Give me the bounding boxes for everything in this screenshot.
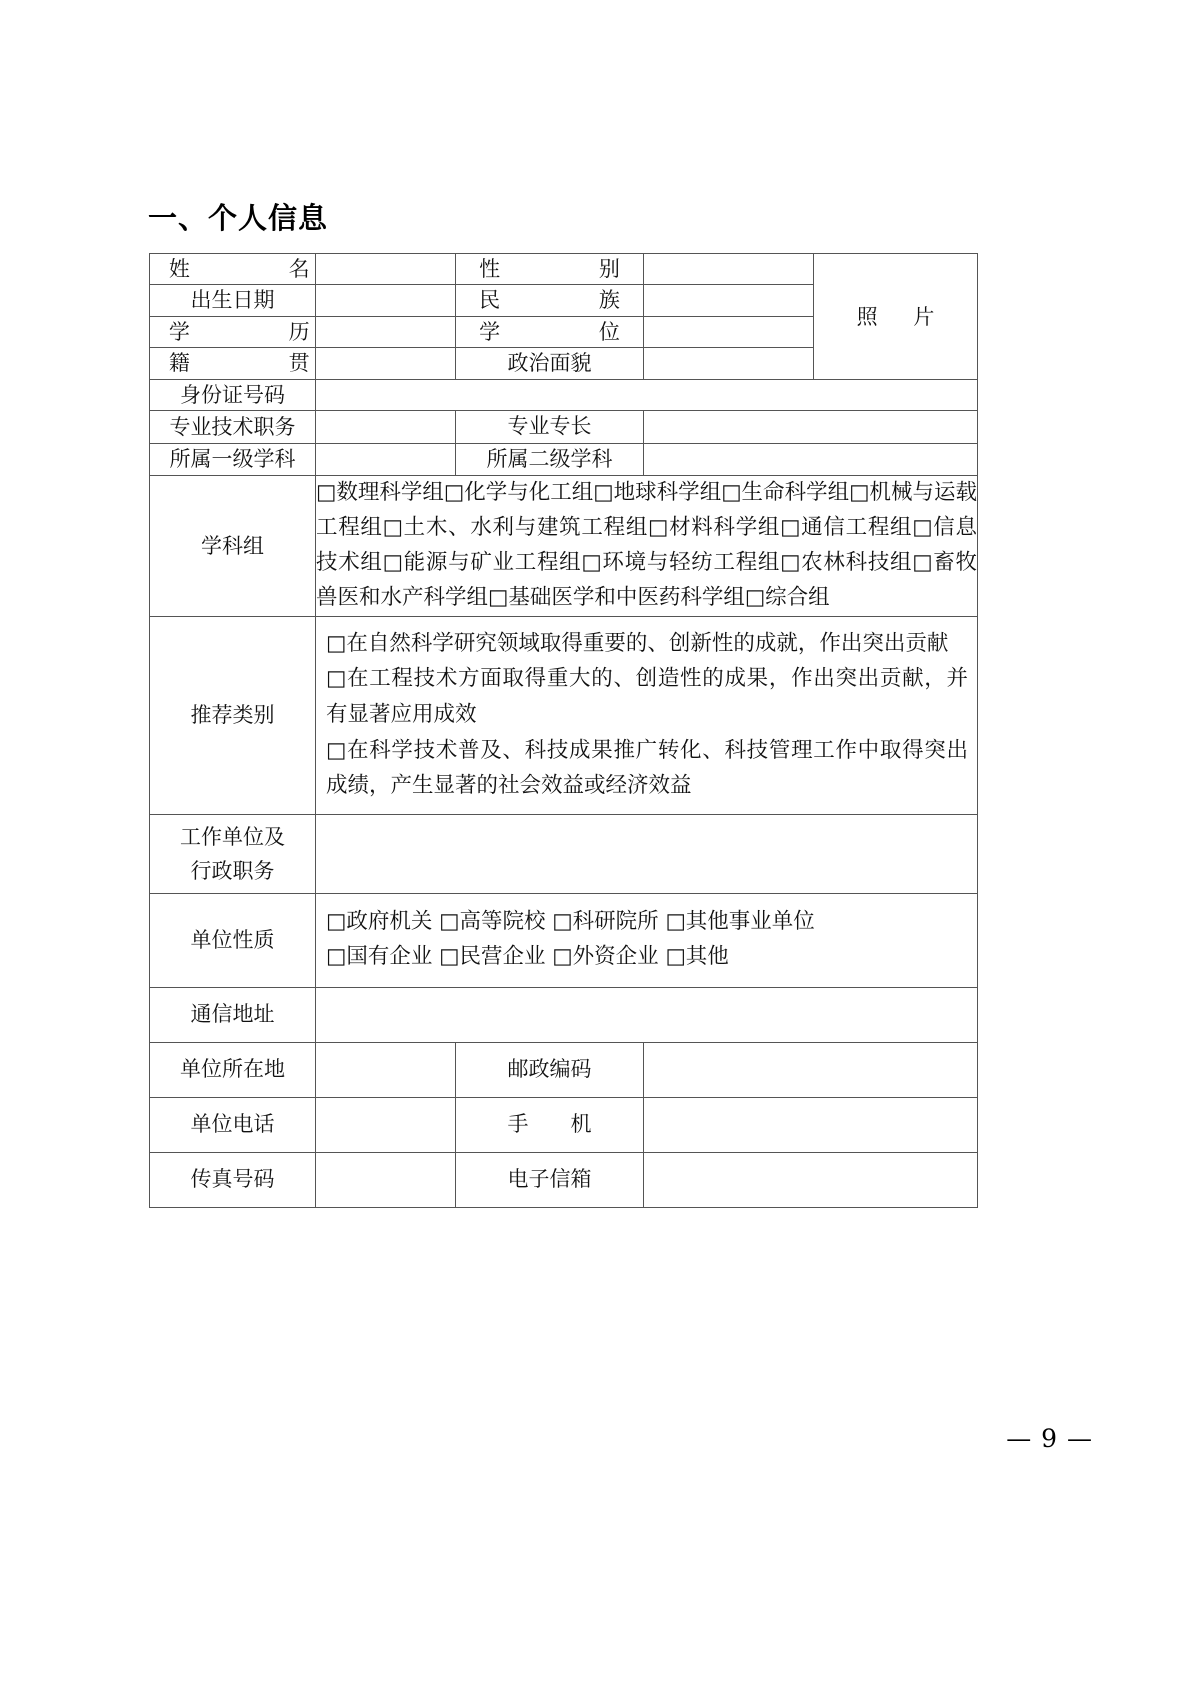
label-email: 电子信箱 [456, 1152, 644, 1207]
label-birth-date: 出生日期 [150, 285, 316, 316]
label-education: 学 历 [150, 316, 316, 347]
field-unit-location[interactable] [316, 1042, 456, 1097]
unit-nature-line-1[interactable]: □政府机关 □高等院校 □科研院所 □其他事业单位 [326, 908, 815, 934]
table-row [150, 893, 978, 987]
field-degree[interactable] [644, 316, 814, 347]
recommend-option-natural-science[interactable]: □在自然科学研究领域取得重要的、创新性的成就，作出突出贡献 [326, 630, 949, 656]
field-native-place[interactable] [316, 348, 456, 379]
label-recommend-category: 推荐类别 [150, 616, 316, 814]
label-unit-location: 单位所在地 [150, 1042, 316, 1097]
table-row [150, 443, 978, 476]
field-fax[interactable] [316, 1152, 456, 1207]
label-tech-post: 专业技术职务 [150, 411, 316, 444]
table-row [150, 476, 978, 616]
label-mail-address: 通信地址 [150, 987, 316, 1042]
field-postcode[interactable] [644, 1042, 978, 1097]
unit-nature-checkbox-list[interactable] [316, 893, 978, 987]
label-discipline-group: 学科组 [150, 476, 316, 616]
label-native-place: 籍 贯 [150, 348, 316, 379]
photo-placeholder[interactable]: 照 片 [814, 254, 978, 380]
field-political-status[interactable] [644, 348, 814, 379]
field-mail-address[interactable] [316, 987, 978, 1042]
table-row [150, 987, 978, 1042]
table-row [150, 616, 978, 814]
label-work-unit [150, 814, 316, 893]
field-specialty[interactable] [644, 411, 978, 444]
table-row [150, 411, 978, 444]
table-row [150, 1152, 978, 1207]
label-gender: 性 别 [456, 254, 644, 285]
field-mobile[interactable] [644, 1097, 978, 1152]
label-ethnicity: 民 族 [456, 285, 644, 316]
field-first-discipline[interactable] [316, 443, 456, 476]
field-unit-phone[interactable] [316, 1097, 456, 1152]
field-second-discipline[interactable] [644, 443, 978, 476]
table-row [150, 1042, 978, 1097]
field-education[interactable] [316, 316, 456, 347]
field-work-unit[interactable] [316, 814, 978, 893]
label-name: 姓 名 [150, 254, 316, 285]
label-mobile: 手 机 [456, 1097, 644, 1152]
field-gender[interactable] [644, 254, 814, 285]
label-id-number: 身份证号码 [150, 379, 316, 410]
field-birth-date[interactable] [316, 285, 456, 316]
label-specialty: 专业专长 [456, 411, 644, 444]
label-unit-phone: 单位电话 [150, 1097, 316, 1152]
field-tech-post[interactable] [316, 411, 456, 444]
label-work-unit-line1: 工作单位及 [180, 824, 285, 849]
table-row [150, 814, 978, 893]
label-political-status: 政治面貌 [456, 348, 644, 379]
field-name[interactable] [316, 254, 456, 285]
label-unit-nature: 单位性质 [150, 893, 316, 987]
label-work-unit-line2: 行政职务 [190, 858, 275, 883]
discipline-group-checkbox-list[interactable]: □数理科学组□化学与化工组□地球科学组□生命科学组□机械与运载工程组□土木、水利与建筑工程组□材料科学组□通信工程组□信息技术组□能源与矿业工程组□环境与轻纺工程组□农林科技组□畜牧兽医和水产科学组□基础医学和中医药科学组□综合组 [316, 476, 978, 616]
page-title: 一、个人信息 [148, 201, 329, 235]
label-second-discipline: 所属二级学科 [456, 443, 644, 476]
field-email[interactable] [644, 1152, 978, 1207]
field-ethnicity[interactable] [644, 285, 814, 316]
field-id-number[interactable] [316, 379, 978, 410]
table-row [150, 254, 978, 285]
label-first-discipline: 所属一级学科 [150, 443, 316, 476]
table-row [150, 379, 978, 410]
table-row [150, 1097, 978, 1152]
label-postcode: 邮政编码 [456, 1042, 644, 1097]
recommend-option-engineering[interactable]: □在工程技术方面取得重大的、创造性的成果，作出突出贡献，并有显著应用成效 [326, 666, 968, 727]
label-fax: 传真号码 [150, 1152, 316, 1207]
page-number: — 9 — [1006, 1424, 1093, 1453]
recommend-category-options[interactable] [316, 616, 978, 814]
recommend-option-popularization[interactable]: □在科学技术普及、科技成果推广转化、科技管理工作中取得突出成绩，产生显著的社会效益或经济效益 [326, 737, 968, 799]
unit-nature-line-2[interactable]: □国有企业 □民营企业 □外资企业 □其他 [326, 943, 729, 969]
label-degree: 学 位 [456, 316, 644, 347]
personal-information-table [149, 253, 978, 1208]
